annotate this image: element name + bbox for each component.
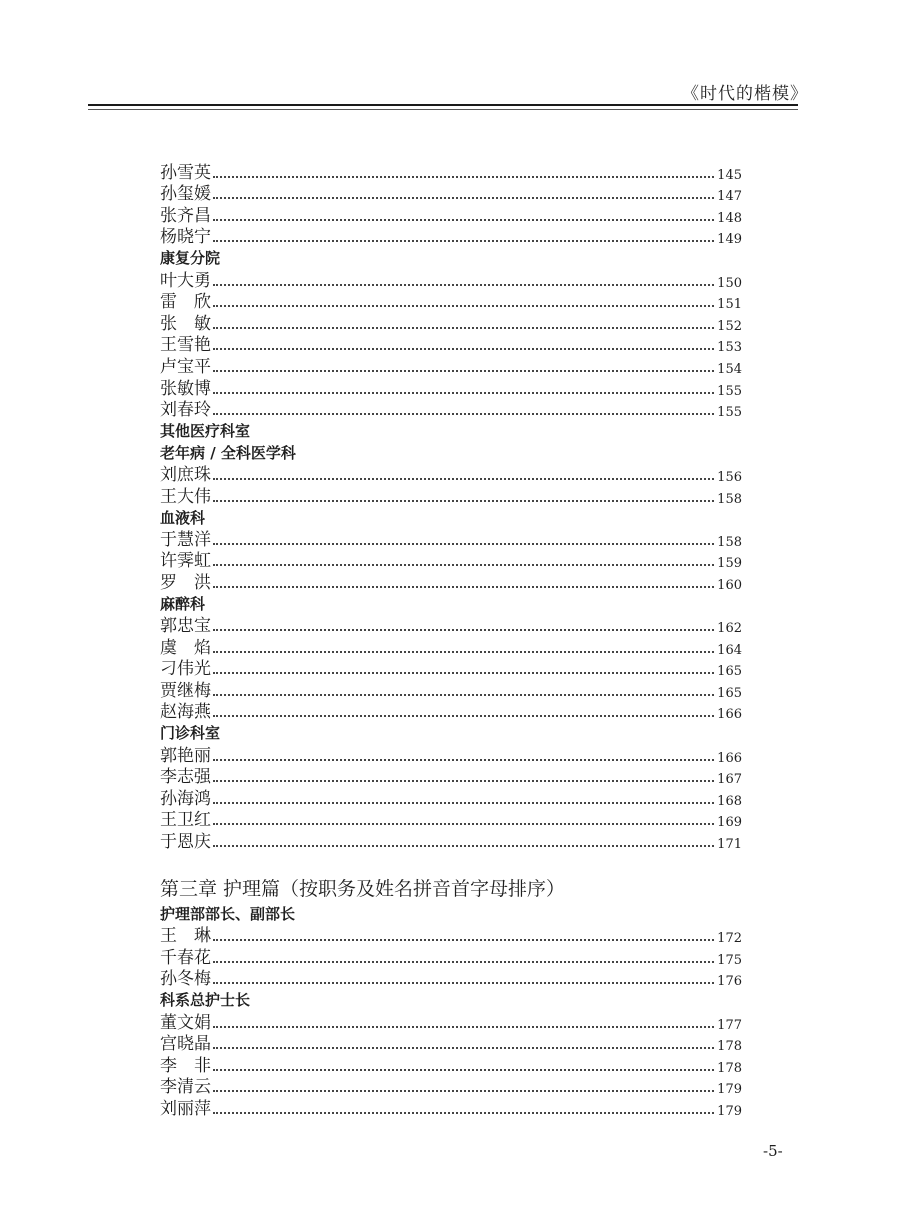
dot-leader	[213, 629, 714, 631]
entry-name: 张 敏	[160, 313, 211, 334]
entry-name: 孙冬梅	[160, 969, 211, 990]
entry-page-number: 153	[717, 340, 742, 356]
entry-page-number: 178	[717, 1039, 742, 1055]
dot-leader	[213, 500, 714, 502]
entry-page-number: 168	[717, 793, 742, 809]
dot-leader	[213, 240, 714, 242]
dot-leader	[213, 1090, 714, 1092]
dot-leader	[213, 413, 714, 415]
dot-leader	[213, 284, 714, 286]
dot-leader	[213, 219, 714, 221]
entry-name: 于慧洋	[160, 529, 211, 550]
entry-name: 杨晓宁	[160, 227, 211, 248]
toc-entry	[160, 969, 742, 991]
toc-entry	[160, 659, 742, 681]
entry-page-number: 154	[717, 361, 742, 377]
toc-entry	[160, 831, 742, 853]
section-heading: 康复分院	[160, 249, 221, 268]
entry-page-number: 176	[717, 974, 742, 990]
toc-entry	[160, 702, 742, 724]
dot-leader	[213, 780, 714, 782]
entry-name: 刘春玲	[160, 400, 211, 421]
entry-name: 董文娟	[160, 1012, 211, 1033]
section-heading: 门诊科室	[160, 724, 221, 743]
entry-name: 郭忠宝	[160, 616, 211, 637]
entry-page-number: 148	[717, 210, 742, 226]
dot-leader	[213, 392, 714, 394]
entry-name: 王 琳	[160, 926, 211, 947]
spacer	[160, 853, 742, 874]
entry-name: 张齐昌	[160, 205, 211, 226]
dot-leader	[213, 176, 714, 178]
toc-entry	[160, 162, 742, 184]
entry-name: 李清云	[160, 1077, 211, 1098]
toc-entry	[160, 270, 742, 292]
toc-entry	[160, 745, 742, 767]
entry-name: 于恩庆	[160, 832, 211, 852]
entry-page-number: 159	[717, 556, 742, 572]
entry-page-number: 179	[717, 1082, 742, 1098]
dot-leader	[213, 348, 714, 350]
section-heading: 护理部部长、副部长	[160, 905, 296, 923]
section-heading: 其他医疗科室	[160, 422, 251, 441]
toc-entry	[160, 292, 742, 314]
entry-name: 许霁虹	[160, 551, 211, 572]
toc-entry	[160, 464, 742, 486]
entry-page-number: 158	[717, 534, 742, 550]
entry-name: 赵海燕	[160, 702, 211, 723]
entry-name: 刁伟光	[160, 659, 211, 680]
toc-entry	[160, 637, 742, 659]
entry-page-number: 158	[717, 491, 742, 507]
entry-name: 李志强	[160, 767, 211, 788]
header-rule	[88, 104, 798, 106]
entry-page-number: 167	[717, 772, 742, 788]
entry-name: 李 非	[160, 1055, 211, 1076]
entry-page-number: 165	[717, 664, 742, 680]
entry-name: 刘庶珠	[160, 464, 211, 485]
entry-page-number: 151	[717, 297, 742, 313]
toc-entry	[160, 356, 742, 378]
toc-entry	[160, 1034, 742, 1056]
entry-name: 王雪艳	[160, 335, 211, 356]
toc-entry	[160, 1055, 742, 1077]
toc-entry	[160, 1077, 742, 1099]
entry-name: 虞 焰	[160, 637, 211, 658]
entry-name: 孙玺媛	[160, 184, 211, 205]
entry-page-number: 179	[717, 1103, 742, 1119]
entry-name: 贾继梅	[160, 680, 211, 701]
dot-leader	[213, 197, 714, 199]
toc-entry	[160, 767, 742, 789]
entry-page-number: 152	[717, 318, 742, 334]
dot-leader	[213, 586, 714, 588]
toc-entry	[160, 378, 742, 400]
page-number: -5-	[763, 1142, 783, 1160]
toc-entry	[160, 615, 742, 637]
entry-page-number: 149	[717, 232, 742, 248]
section-heading: 老年病 / 全科医学科	[160, 443, 296, 462]
dot-leader	[213, 1047, 714, 1049]
entry-page-number: 155	[717, 383, 742, 399]
toc-entry	[160, 1012, 742, 1034]
header-rule-thin	[88, 109, 798, 110]
toc-entry	[160, 529, 742, 551]
toc-entry	[160, 313, 742, 335]
toc-entry	[160, 335, 742, 357]
entry-page-number: 177	[717, 1017, 742, 1033]
entry-name: 罗 洪	[160, 572, 211, 593]
toc-entry	[160, 1098, 742, 1120]
toc-entry	[160, 680, 742, 702]
toc-entry	[160, 400, 742, 422]
entry-name: 孙雪英	[160, 162, 211, 183]
entry-page-number: 166	[717, 750, 742, 766]
dot-leader	[213, 564, 714, 566]
entry-name: 雷 欣	[160, 292, 211, 313]
entry-page-number: 178	[717, 1060, 742, 1076]
toc-entry	[160, 572, 742, 594]
dot-leader	[213, 694, 714, 696]
dot-leader	[213, 305, 714, 307]
table-of-contents	[160, 162, 742, 1120]
dot-leader	[213, 478, 714, 480]
dot-leader	[213, 1026, 714, 1028]
entry-name: 卢宝平	[160, 356, 211, 377]
dot-leader	[213, 845, 714, 847]
section-heading: 麻醉科	[160, 594, 206, 613]
running-title: 《时代的楷模》	[682, 84, 808, 104]
dot-leader	[213, 651, 714, 653]
entry-name: 孙海鸿	[160, 788, 211, 809]
dot-leader	[213, 370, 714, 372]
dot-leader	[213, 672, 714, 674]
entry-name: 王大伟	[160, 486, 211, 507]
toc-entry	[160, 227, 742, 249]
toc-entry	[160, 947, 742, 969]
dot-leader	[213, 327, 714, 329]
entry-page-number: 160	[717, 577, 742, 593]
dot-leader	[213, 1112, 714, 1114]
entry-page-number: 171	[717, 837, 742, 852]
dot-leader	[213, 982, 714, 984]
chapter-heading: 第三章 护理篇（按职务及姓名拼音首字母排序）	[160, 878, 566, 900]
entry-page-number: 145	[717, 167, 742, 183]
toc-entry	[160, 788, 742, 810]
entry-page-number: 164	[717, 642, 742, 658]
toc-entry	[160, 184, 742, 206]
dot-leader	[213, 715, 714, 717]
entry-page-number: 169	[717, 815, 742, 831]
toc-entry	[160, 551, 742, 573]
dot-leader	[213, 823, 714, 825]
dot-leader	[213, 802, 714, 804]
dot-leader	[213, 961, 714, 963]
dot-leader	[213, 543, 714, 545]
dot-leader	[213, 1069, 714, 1071]
entry-page-number: 147	[717, 189, 742, 205]
entry-page-number: 156	[717, 469, 742, 485]
entry-page-number: 165	[717, 685, 742, 701]
entry-name: 千春花	[160, 947, 211, 968]
dot-leader	[213, 759, 714, 761]
toc-entry	[160, 205, 742, 227]
entry-page-number: 175	[717, 952, 742, 968]
entry-page-number: 150	[717, 275, 742, 291]
toc-entry	[160, 810, 742, 832]
entry-page-number: 166	[717, 707, 742, 723]
section-heading: 科系总护士长	[160, 991, 251, 1010]
entry-name: 郭艳丽	[160, 745, 211, 766]
section-heading: 血液科	[160, 508, 206, 527]
entry-name: 叶大勇	[160, 270, 211, 291]
entry-page-number: 172	[717, 931, 742, 947]
entry-page-number: 155	[717, 405, 742, 421]
dot-leader	[213, 939, 714, 941]
toc-entry	[160, 926, 742, 948]
entry-name: 刘丽萍	[160, 1098, 211, 1119]
toc-entry	[160, 486, 742, 508]
entry-page-number: 162	[717, 621, 742, 637]
entry-name: 宫晓晶	[160, 1034, 211, 1055]
entry-name: 王卫红	[160, 810, 211, 831]
entry-name: 张敏博	[160, 378, 211, 399]
